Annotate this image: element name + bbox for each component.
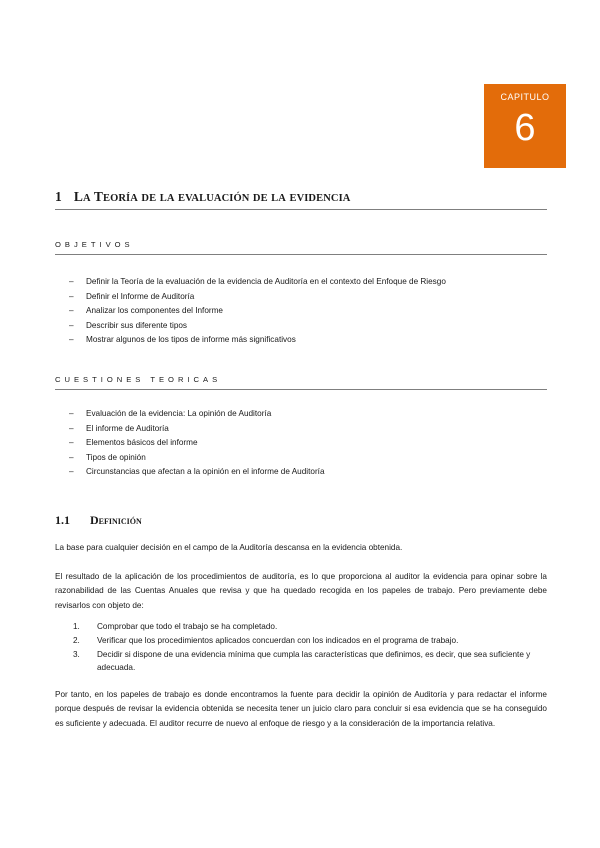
- section-title: Definición: [90, 513, 142, 527]
- list-item-text: Tipos de opinión: [86, 452, 146, 462]
- list-item: [69, 319, 446, 334]
- step-number: 3.: [73, 649, 80, 659]
- step-number: 2.: [73, 635, 80, 645]
- section-heading: [55, 513, 142, 528]
- list-item: [73, 648, 547, 676]
- objetivos-heading: OBJETIVOS: [55, 240, 547, 255]
- objetivos-list: [69, 275, 446, 348]
- list-item: [69, 465, 325, 480]
- list-item: [73, 620, 547, 634]
- list-item: [73, 634, 547, 648]
- chapter-badge: [484, 84, 566, 168]
- list-item: [69, 290, 446, 305]
- dash-bullet: –: [69, 335, 74, 344]
- paragraph-resultado: El resultado de la aplicación de los procedimientos de auditoría, es lo que proporciona al auditor la evidencia para opinar sobre la razonabilidad de las Cuentas Anuales que revisa y que ha quedado recogida en los papeles de trabajo. Pero previamente debe revisarlos con objeto de:: [55, 572, 547, 610]
- chapter-title-number: 1: [55, 189, 62, 204]
- list-item-text: Mostrar algunos de los tipos de informe más significativos: [86, 335, 296, 344]
- step-text: Comprobar que todo el trabajo se ha completado.: [97, 622, 278, 631]
- list-item: [69, 407, 325, 422]
- paragraph-intro: La base para cualquier decisión en el campo de la Auditoría descansa en la evidencia obtenida.: [55, 543, 403, 552]
- list-item-text: Analizar los componentes del Informe: [86, 306, 223, 315]
- steps-list: [73, 620, 547, 675]
- list-item: [69, 333, 446, 348]
- step-text: Decidir si dispone de una evidencia mínima que cumpla las características que definimos, es decir, que sea suficiente y adecuada.: [97, 649, 531, 673]
- step-text: Verificar que los procedimientos aplicados concuerdan con los indicados en el programa de trabajo.: [97, 635, 459, 645]
- step-number: 1.: [73, 622, 80, 631]
- dash-bullet: –: [69, 423, 74, 433]
- list-item: [69, 304, 446, 319]
- dash-bullet: –: [69, 409, 74, 418]
- chapter-number: 6: [514, 107, 536, 149]
- list-item: [69, 422, 325, 437]
- chapter-title-text: LA TEORÍA DE LA EVALUACIÓN DE LA EVIDENCIA: [73, 189, 351, 204]
- list-item-text: El informe de Auditoría: [86, 423, 169, 433]
- dash-bullet: –: [69, 306, 74, 315]
- dash-bullet: –: [69, 438, 74, 447]
- dash-bullet: –: [69, 277, 74, 286]
- dash-bullet: –: [69, 452, 74, 462]
- dash-bullet: –: [69, 291, 74, 301]
- list-item-text: Circunstancias que afectan a la opinión en el informe de Auditoría: [86, 467, 325, 476]
- list-item: [69, 275, 446, 290]
- list-item-text: Definir la Teoría de la evaluación de la evidencia de Auditoría en el contexto del Enfoque de Riesgo: [86, 277, 446, 286]
- list-item-text: Describir sus diferente tipos: [86, 320, 188, 330]
- list-item-text: Elementos básicos del informe: [86, 438, 198, 447]
- section-number: 1.1: [55, 513, 70, 527]
- list-item-text: Definir el Informe de Auditoría: [86, 291, 195, 301]
- dash-bullet: –: [69, 320, 74, 330]
- list-item-text: Evaluación de la evidencia: La opinión de Auditoría: [86, 409, 272, 418]
- chapter-title: [55, 189, 547, 210]
- cuestiones-list: [69, 407, 325, 480]
- list-item: [69, 451, 325, 466]
- list-item: [69, 436, 325, 451]
- dash-bullet: –: [69, 467, 74, 476]
- paragraph-conclusion: Por tanto, en los papeles de trabajo es donde encontramos la fuente para decidir la opinión de Auditoría y para redactar el informe porque después de revisar la evidencia obtenida se necesita tener un juicio claro para concluir si esa evidencia que se ha conseguido es suficiente y adecuada. El auditor recurre de nuevo al enfoque de riesgo y a la consideración de la importancia relativa.: [55, 690, 547, 728]
- chapter-label: CAPITULO: [500, 92, 550, 102]
- cuestiones-heading: CUESTIONES TEORICAS: [55, 375, 547, 390]
